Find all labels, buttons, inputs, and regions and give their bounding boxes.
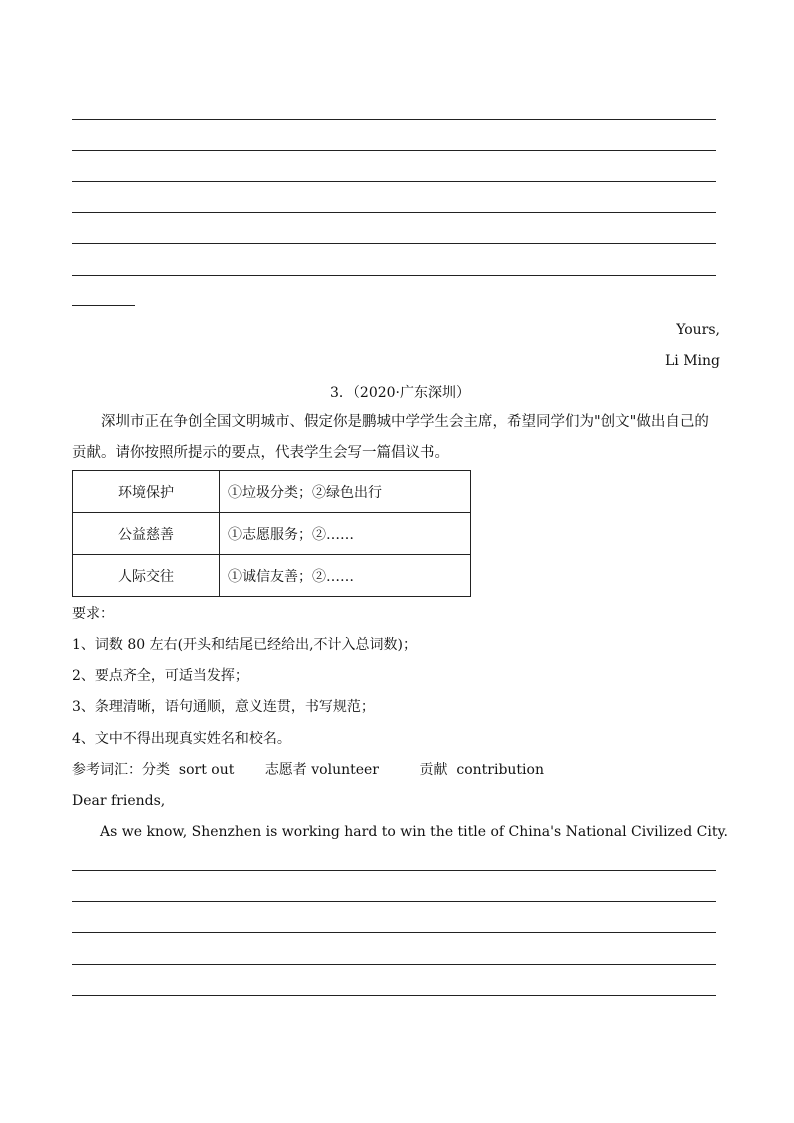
requirement-item: 1、词数 80 左右(开头和结尾已经给出,不计入总词数)； bbox=[72, 637, 417, 653]
vocab-line bbox=[72, 760, 544, 780]
vocab-zh: 志愿者 bbox=[264, 762, 307, 778]
question-heading: 3．（2020·广东深圳） bbox=[330, 385, 470, 401]
writing-line bbox=[72, 212, 716, 213]
writing-line bbox=[72, 932, 716, 933]
requirement-item: 3、条理清晰，语句通顺，意义连贯，书写规范； bbox=[72, 699, 375, 715]
vocab-zh: 分类 bbox=[142, 762, 170, 778]
salutation: Dear friends, bbox=[72, 793, 166, 809]
writing-line-short bbox=[72, 305, 135, 306]
writing-line bbox=[72, 181, 716, 182]
writing-line bbox=[72, 964, 716, 965]
vocab-zh: 贡献 bbox=[419, 762, 448, 778]
writing-line bbox=[72, 275, 716, 276]
table-row bbox=[73, 555, 471, 597]
vocab-en: sort out bbox=[178, 762, 235, 778]
table-points-cell: ①诚信友善；②…… bbox=[220, 555, 471, 597]
writing-line bbox=[72, 901, 716, 902]
table-row bbox=[73, 471, 471, 513]
writing-line bbox=[72, 243, 716, 244]
writing-line bbox=[72, 870, 716, 871]
table-topic-cell: 人际交往 bbox=[73, 555, 220, 597]
vocab-en: volunteer bbox=[311, 762, 380, 778]
sign-off: Yours, bbox=[676, 322, 720, 338]
table-topic-cell: 环境保护 bbox=[73, 471, 220, 513]
writing-line bbox=[72, 150, 716, 151]
points-table bbox=[72, 470, 471, 597]
requirement-item: 4、文中不得出现真实姓名和校名。 bbox=[72, 731, 291, 747]
requirements-label: 要求： bbox=[72, 606, 114, 622]
vocab-en: contribution bbox=[456, 762, 544, 778]
writing-line bbox=[72, 995, 716, 996]
question-prompt: 深圳市正在争创全国文明城市、假定你是鹏城中学学生会主席，希望同学们为"创文"做出自己的贡献。请你按照所提示的要点，代表学生会写一篇倡议书。 bbox=[72, 414, 709, 461]
table-row bbox=[73, 513, 471, 555]
writing-line bbox=[72, 119, 716, 120]
opening-sentence: As we know, Shenzhen is working hard to win the title of China's National Civilized City. bbox=[100, 824, 728, 840]
signature-name: Li Ming bbox=[664, 353, 720, 369]
table-points-cell: ①垃圾分类；②绿色出行 bbox=[220, 471, 471, 513]
table-topic-cell: 公益慈善 bbox=[73, 513, 220, 555]
vocab-label: 参考词汇： bbox=[72, 762, 142, 778]
table-points-cell: ①志愿服务；②…… bbox=[220, 513, 471, 555]
requirement-item: 2、要点齐全，可适当发挥； bbox=[72, 668, 249, 684]
